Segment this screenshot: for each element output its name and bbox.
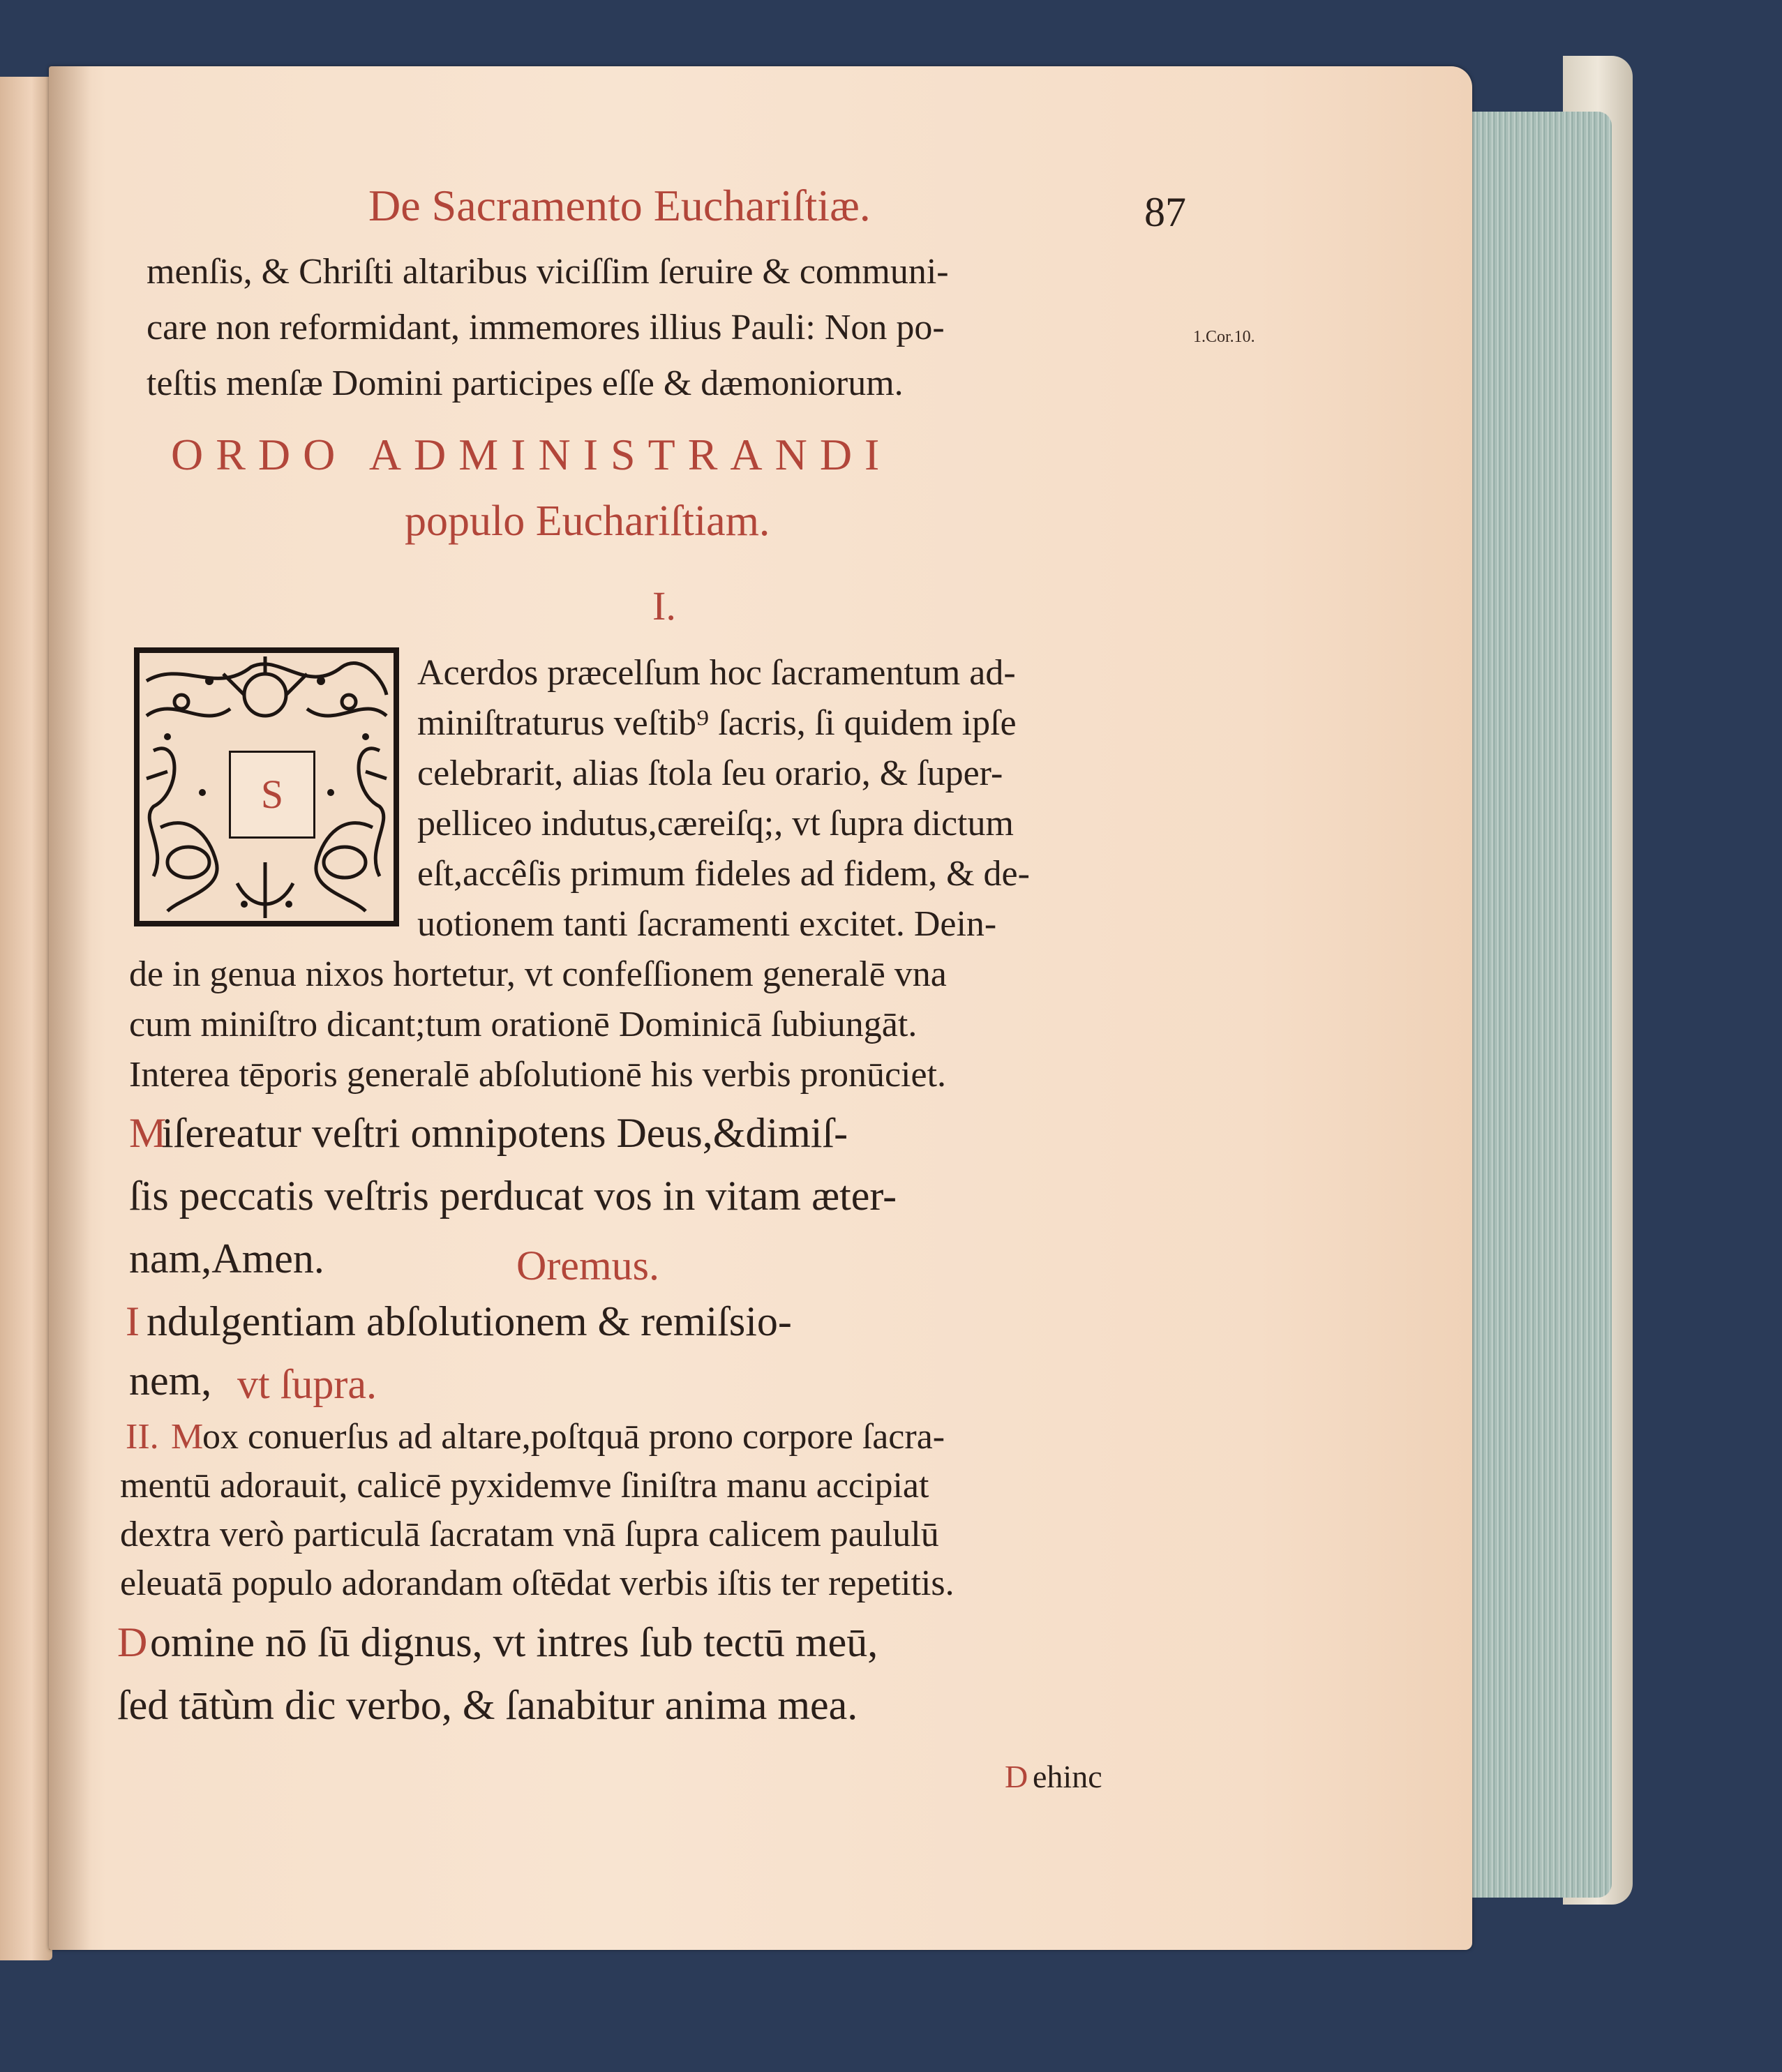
rubric-initial: I — [126, 1298, 140, 1344]
margin-note: 1.Cor.10. — [1193, 328, 1255, 346]
catchword: ehinc — [1033, 1759, 1102, 1794]
text-line: nem, — [129, 1358, 212, 1404]
rubric-initial: M — [171, 1417, 204, 1457]
text-line: miniſtraturus veſtib⁹ ſacris, ſi quidem ipſe — [417, 703, 1017, 743]
rubric-initial: D — [117, 1619, 148, 1665]
text-line: nam,Amen. — [129, 1236, 324, 1282]
text-line: menſis, & Chriſti altaribus viciſſim ſeruire & communi- — [147, 252, 949, 292]
running-head: De Sacramento Euchariſtiæ. — [368, 181, 871, 230]
catchword-initial: D — [1005, 1759, 1028, 1794]
text-line: dextra verò particulā ſacratam vnā ſupra calicem paululū — [120, 1515, 939, 1554]
text-line: Acerdos præcelſum hoc ſacramentum ad- — [417, 653, 1016, 693]
decorated-initial — [134, 647, 399, 926]
page-number: 87 — [1144, 189, 1186, 235]
text-line: mentū adorauit, calicē pyxidemve ſiniſtra manu accipiat — [120, 1466, 929, 1506]
text-line: cum miniſtro dicant;tum orationē Dominicā ſubiungāt. — [129, 1005, 918, 1044]
text-line: de in genua nixos hortetur, vt confeſſionem generalē vna — [129, 954, 947, 994]
rubric-oremus: Oremus. — [516, 1243, 659, 1289]
text-line: omine nō ſū dignus, vt intres ſub tectū meū, — [150, 1619, 878, 1665]
section-subtitle: populo Euchariſtiam. — [405, 497, 770, 545]
text-line: teſtis menſæ Domini participes eſſe & dæmoniorum. — [147, 363, 904, 403]
text-line: uotionem tanti ſacramenti excitet. Dein- — [417, 904, 997, 944]
text-line: pelliceo indutus,cæreiſq;, vt ſupra dictum — [417, 804, 1014, 843]
text-line: ndulgentiam abſolutionem & remiſsio- — [147, 1298, 792, 1344]
text-line: Interea tēporis generalē abſolutionē his verbis pronūciet. — [129, 1055, 947, 1095]
section-title: ORDO ADMINISTRANDI — [171, 430, 892, 479]
initial-letter: S — [229, 751, 315, 839]
section-numeral: I. — [652, 583, 676, 629]
text-line: iſereatur veſtri omnipotens Deus,&dimiſ- — [162, 1110, 848, 1156]
text-line: ox conuerſus ad altare,poſtquā prono corpore ſacra- — [202, 1417, 945, 1457]
text-line: celebrarit, alias ſtola ſeu orario, & ſuper- — [417, 753, 1003, 793]
rubric-initial: M — [129, 1110, 167, 1156]
text-line: eleuatā populo adorandam oſtēdat verbis iſtis ter repetitis. — [120, 1563, 954, 1603]
text-line: ſis peccatis veſtris perducat vos in vitam æter- — [129, 1173, 897, 1219]
text-line: care non reformidant, immemores illius Pauli: Non po- — [147, 308, 945, 347]
rubric-vt-supra: vt ſupra. — [237, 1361, 377, 1407]
section-numeral: II. — [126, 1417, 159, 1457]
text-line: ſed tātùm dic verbo, & ſanabitur anima mea. — [117, 1682, 858, 1728]
text-line: eſt,accêſis primum fideles ad fidem, & de- — [417, 854, 1030, 894]
